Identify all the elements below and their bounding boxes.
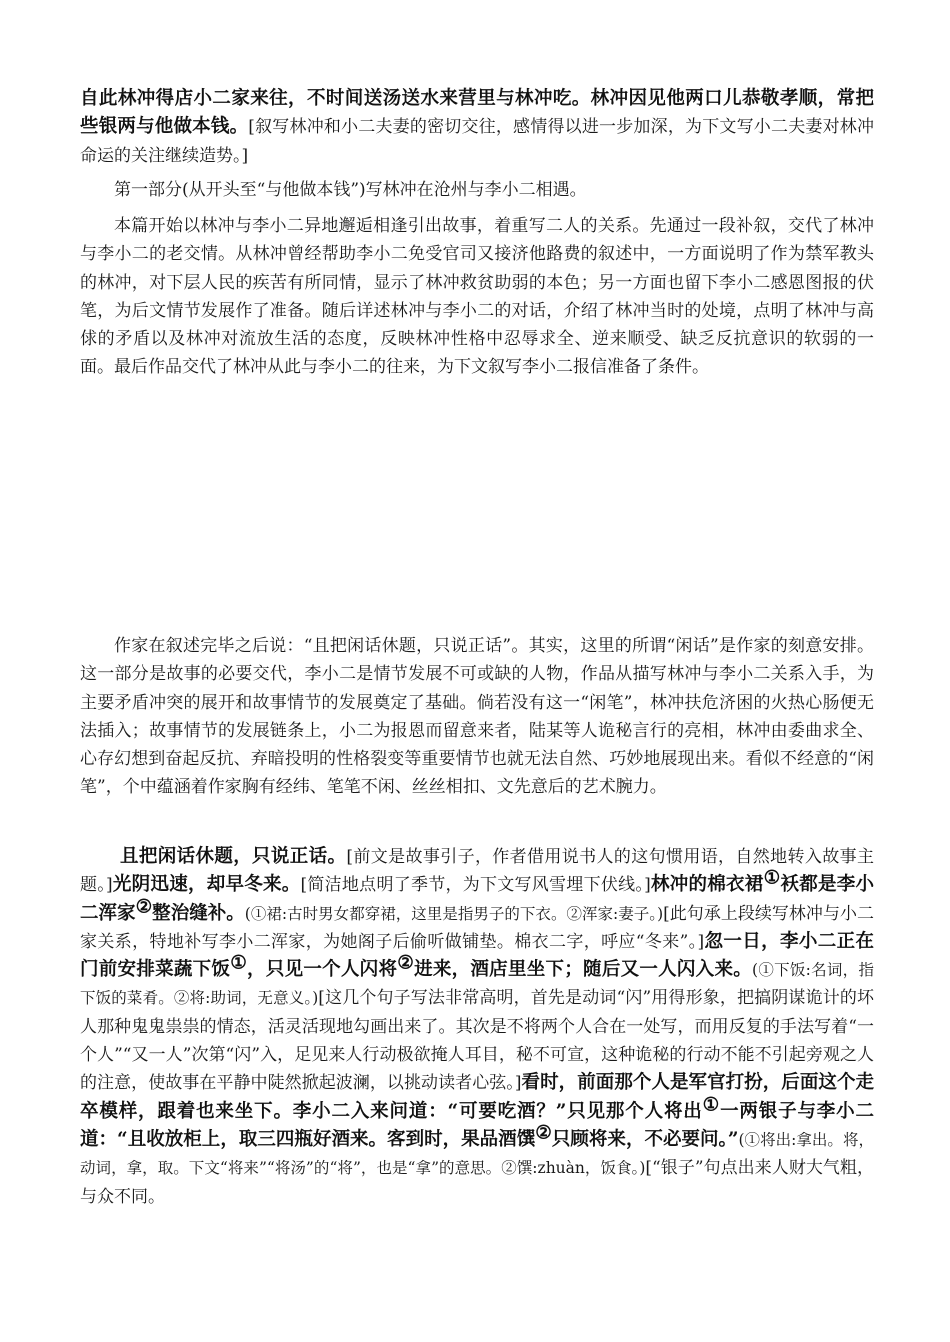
original-text: 袄都是李小二浑家 — [80, 874, 874, 924]
commentary-paragraph: 作家在叙述完毕之后说：“且把闲话休题，只说正话”。其实，这里的所谓“闲话”是作家的刻意安排。这一部分是故事的必要交代，李小二是情节发展不可或缺的人物，作品从描写林冲与李小二关系入手，为主要矛盾冲突的展开和故事情节的发展奠定了基础。倘若没有这一“闲笔”，林冲扶危济困的火热心肠便无法插入；故事情节的发展链条上，小二为报恩而留意来者，陆某等人诡秘言行的亮相，林冲由委曲求全、心存幻想到奋起反抗、弃暗投明的性格裂变等重要情节也就无法自然、巧妙地展现出来。看似不经意的“闲笔”，个中蕴涵着作家胸有经纬、笔笔不闲、丝丝相扣、文先意后的艺术腕力。 — [80, 636, 874, 798]
footnote-marker: ② — [135, 895, 153, 917]
paragraph-text-annotation — [80, 85, 874, 170]
footnote-note: (①下饭:名词，指下饭的菜肴。②将:助词，无意义。) — [80, 961, 874, 1008]
footnote-note: (①将出:拿出。将，动词，拿，取。下文“将来”“将汤”的“将”，也是“拿”的意思。②馔:zhuàn，饭食。) — [80, 1130, 874, 1178]
analysis-paragraph: 本篇开始以林冲与李小二异地邂逅相逢引出故事，着重写二人的关系。先通过一段补叙，交代了林冲与李小二的老交情。从林冲曾经帮助李小二免受官司又接济他路费的叙述中，一方面说明了作为禁军教头的林冲，对下层人民的疾苦有所同情，显示了林冲救贫助弱的本色；另一方面也留下李小二感恩图报的伏笔，为后文情节发展作了准备。随后详述林冲与李小二的对话，介绍了林冲当时的处境，点明了林冲与高俅的矛盾以及林冲对流放生活的态度，反映林冲性格中忍辱求全、逆来顺受、缺乏反抗意识的软弱的一面。最后作品交代了林冲从此与李小二的往来，为下文叙写李小二报信准备了条件。 — [80, 216, 874, 378]
original-text: 一两银子与李小二道：“且收放柜上，取三四瓶好酒来。客到时，果品酒馔 — [80, 1100, 874, 1150]
footnote-marker: ① — [763, 867, 781, 889]
annotation: [“银子”句点出来人财大气粗，与众不同。 — [80, 1158, 874, 1207]
original-text: 忽一日，李小二正在门前安排菜蔬下饭 — [80, 930, 874, 981]
original-text: 林冲的棉衣裙 — [650, 874, 764, 896]
footnote-marker: ② — [397, 952, 415, 974]
annotation: [此句承上段续写林冲与小二家关系，特地补写李小二浑家，为她阁子后偷听做铺垫。棉衣二字，呼应“冬来”。] — [80, 903, 874, 952]
annotation: [这几个句子写法非常高明，首先是动词“闪”用得形象，把搞阴谋诡计的坏人那种鬼鬼祟祟的情态，活灵活现地勾画出来了。其次是不将两个人合在一处写，而用反复的手法写着“一个人”“又一人”次第“闪”入，足见来人行动极欲掩人耳目，秘不可宣，这种诡秘的行动不能不引起旁观之人的注意，使故事在平静中陡然掀起波澜，以挑动读者心弦。] — [80, 988, 874, 1094]
original-text: 光阴迅速，却早冬来。 — [112, 874, 301, 896]
section-summary: 第一部分(从开头至“与他做本钱”)写林冲在沧州与李小二相遇。 — [114, 180, 587, 200]
original-text: 看时，前面那个人是军官打扮，后面这个走卒模样，跟着也来坐下。李小二入来问道：“可要吃酒？”只见那个人将出 — [80, 1072, 874, 1122]
footnote-note: (①裙:古时男女都穿裙，这里是指男子的下衣。②浑家:妻子。) — [244, 904, 664, 923]
original-text: 自此林冲得店小二家来往，不时间送汤送水来营里与林冲吃。林冲因见他两口儿恭敬孝顺，常把些银两与他做本钱。 — [80, 88, 874, 138]
original-text: 且把闲话休题，只说正话。 — [120, 846, 347, 867]
footnote-marker: ① — [702, 1094, 721, 1116]
original-text: ，只见一个人闪将 — [247, 959, 398, 981]
annotated-passage — [80, 843, 874, 1211]
annotation: [简洁地点明了季节，为下文写风雪埋下伏线。] — [300, 875, 651, 896]
original-text: 进来，酒店里坐下；随后又一人闪入来。 — [414, 959, 752, 981]
annotation: [前文是故事引子，作者借用说书人的这句惯用语，自然地转入故事主题。] — [80, 847, 874, 896]
annotation: [叙写林冲和小二夫妻的密切交往，感情得以进一步加深，为下文写小二夫妻对林冲命运的关注继续造势。] — [80, 117, 874, 166]
footnote-marker: ① — [230, 952, 248, 974]
original-text: 整治缝补。 — [152, 902, 245, 924]
original-text: 只顾将来，不必要问。” — [551, 1128, 739, 1150]
footnote-marker: ② — [535, 1122, 552, 1144]
